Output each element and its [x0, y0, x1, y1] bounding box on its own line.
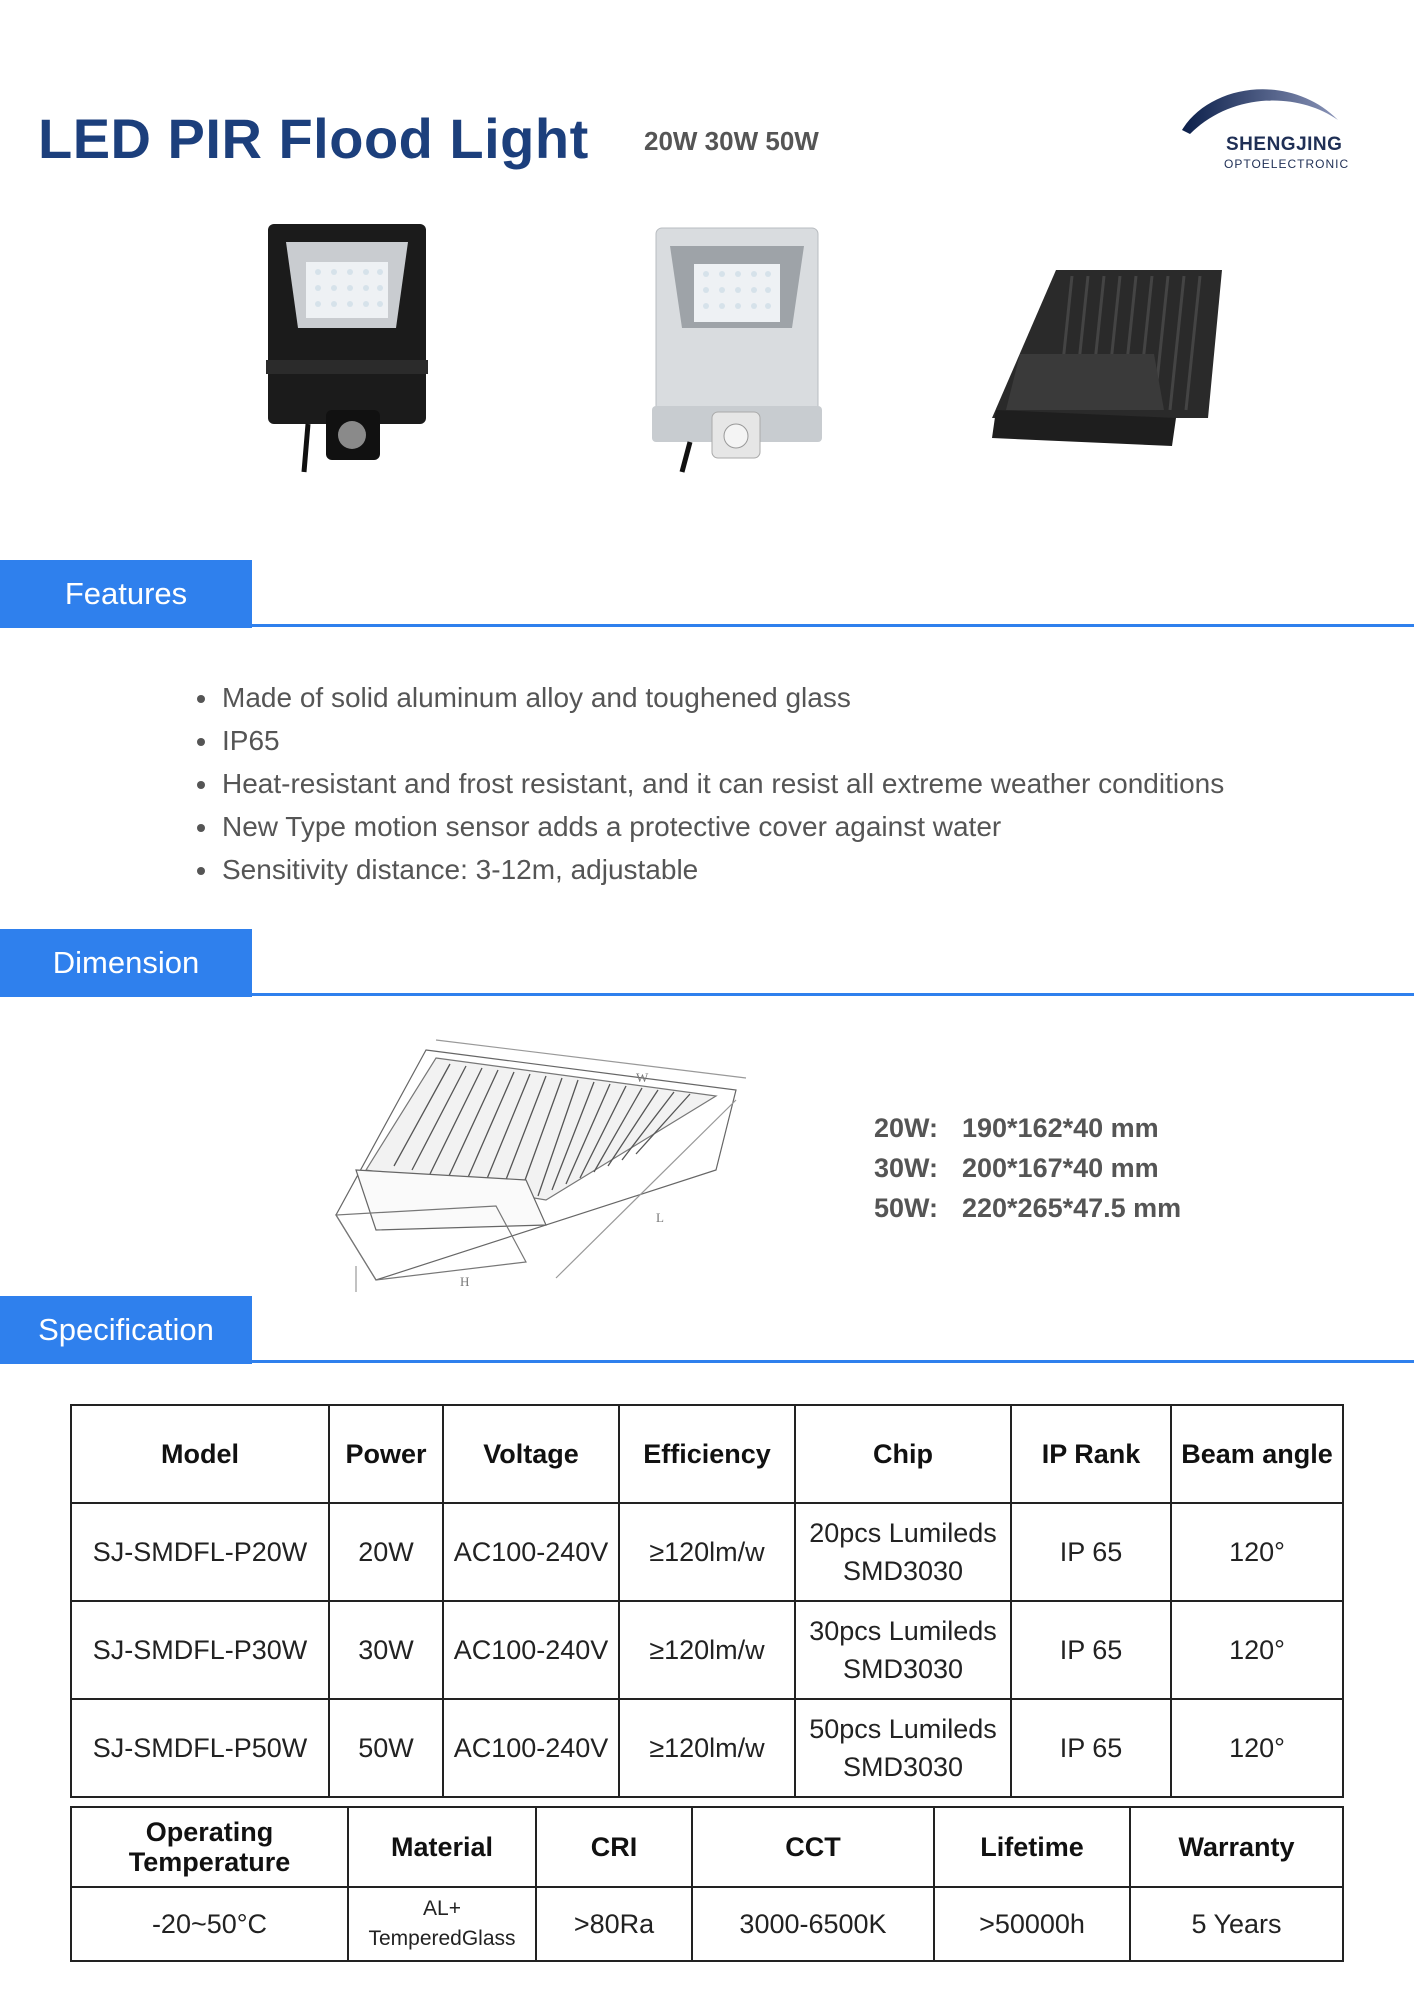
dimension-row — [874, 1148, 1181, 1188]
table-cell: 120° — [1171, 1503, 1343, 1601]
dimension-diagram — [316, 1030, 776, 1300]
dimension-model: 50W: — [874, 1193, 939, 1223]
spec-header-cell: Model — [71, 1405, 329, 1503]
table-cell: IP 65 — [1011, 1699, 1171, 1797]
spec-header-row — [71, 1405, 1343, 1503]
dimension-row — [874, 1188, 1181, 1228]
spec-header-cell: Lifetime — [934, 1807, 1130, 1887]
table-row — [71, 1503, 1343, 1601]
dimension-divider — [252, 993, 1414, 996]
spec-table — [70, 1404, 1344, 1798]
table-cell: AC100-240V — [443, 1503, 619, 1601]
spec-header-cell: Power — [329, 1405, 443, 1503]
table-cell: >80Ra — [536, 1887, 692, 1961]
table-cell: AC100-240V — [443, 1699, 619, 1797]
feature-item: • Sensitivity distance: 3-12m, adjustable — [220, 848, 1224, 891]
table-cell: 30W — [329, 1601, 443, 1699]
table-cell: SJ-SMDFL-P30W — [71, 1601, 329, 1699]
table-cell: ≥120lm/w — [619, 1699, 795, 1797]
table-cell: ≥120lm/w — [619, 1601, 795, 1699]
feature-item: • Heat-resistant and frost resistant, and it can resist all extreme weather conditions — [220, 762, 1224, 805]
spec-header-cell: Warranty — [1130, 1807, 1343, 1887]
feature-item: • IP65 — [220, 719, 1224, 762]
spec-header-cell: CRI — [536, 1807, 692, 1887]
features-section-header — [0, 560, 1414, 630]
spec-header-cell: Efficiency — [619, 1405, 795, 1503]
dimension-model: 30W: — [874, 1153, 939, 1183]
table-row — [71, 1601, 1343, 1699]
table-cell: 5 Years — [1130, 1887, 1343, 1961]
features-divider — [252, 624, 1414, 627]
table-cell: 50pcs Lumileds SMD3030 — [795, 1699, 1011, 1797]
diagram-label-h: H — [460, 1274, 470, 1289]
diagram-label-l: L — [656, 1210, 664, 1225]
table-cell: 20pcs Lumileds SMD3030 — [795, 1503, 1011, 1601]
table-row — [71, 1887, 1343, 1961]
table-cell: 120° — [1171, 1699, 1343, 1797]
page-subtitle: 20W 30W 50W — [644, 126, 819, 156]
logo-subtext: OPTOELECTRONIC — [1224, 157, 1350, 171]
logo-name: SHENGJING — [1226, 134, 1343, 155]
product-image-black — [262, 210, 432, 480]
table-cell: IP 65 — [1011, 1601, 1171, 1699]
specification-tab: Specification — [0, 1296, 252, 1364]
spec-header-cell: CCT — [692, 1807, 934, 1887]
table-cell: 120° — [1171, 1601, 1343, 1699]
table-row — [71, 1699, 1343, 1797]
features-tab: Features — [0, 560, 252, 628]
dimension-row — [874, 1108, 1181, 1148]
spec-header-cell: Beam angle — [1171, 1405, 1343, 1503]
table-cell: 3000-6500K — [692, 1887, 934, 1961]
dimension-tab: Dimension — [0, 929, 252, 997]
table-cell: IP 65 — [1011, 1503, 1171, 1601]
dimension-size: 200*167*40 mm — [962, 1153, 1159, 1183]
table-cell: 30pcs Lumileds SMD3030 — [795, 1601, 1011, 1699]
product-image-white — [642, 210, 832, 480]
logo-arc-icon — [1170, 78, 1370, 138]
specification-divider — [252, 1360, 1414, 1363]
table-cell: ≥120lm/w — [619, 1503, 795, 1601]
spec-table-secondary — [70, 1806, 1344, 1962]
table-cell: SJ-SMDFL-P20W — [71, 1503, 329, 1601]
dimension-section-header — [0, 929, 1414, 999]
company-logo — [1170, 78, 1370, 178]
diagram-label-w: W — [636, 1070, 649, 1085]
page-title: LED PIR Flood Light — [38, 107, 589, 170]
spec-header-cell: Voltage — [443, 1405, 619, 1503]
feature-item: • New Type motion sensor adds a protective cover against water — [220, 805, 1224, 848]
spec-header-cell: Material — [348, 1807, 536, 1887]
table-cell: AL+ TemperedGlass — [348, 1887, 536, 1961]
features-list — [188, 676, 1224, 891]
table-cell: SJ-SMDFL-P50W — [71, 1699, 329, 1797]
table-cell: >50000h — [934, 1887, 1130, 1961]
specification-section-header — [0, 1296, 1414, 1366]
product-image-back — [986, 210, 1236, 480]
spec-header-cell: Chip — [795, 1405, 1011, 1503]
table-cell: 20W — [329, 1503, 443, 1601]
dimension-model: 20W: — [874, 1113, 939, 1143]
table-cell: 50W — [329, 1699, 443, 1797]
feature-item: • Made of solid aluminum alloy and toughened glass — [220, 676, 1224, 719]
spec-header-cell: Operating Temperature — [71, 1807, 348, 1887]
spec-header-cell: IP Rank — [1011, 1405, 1171, 1503]
table-cell: -20~50°C — [71, 1887, 348, 1961]
spec-header-row — [71, 1807, 1343, 1887]
dimension-list — [874, 1108, 1181, 1228]
dimension-size: 190*162*40 mm — [962, 1113, 1159, 1143]
dimension-size: 220*265*47.5 mm — [962, 1193, 1182, 1223]
table-cell: AC100-240V — [443, 1601, 619, 1699]
